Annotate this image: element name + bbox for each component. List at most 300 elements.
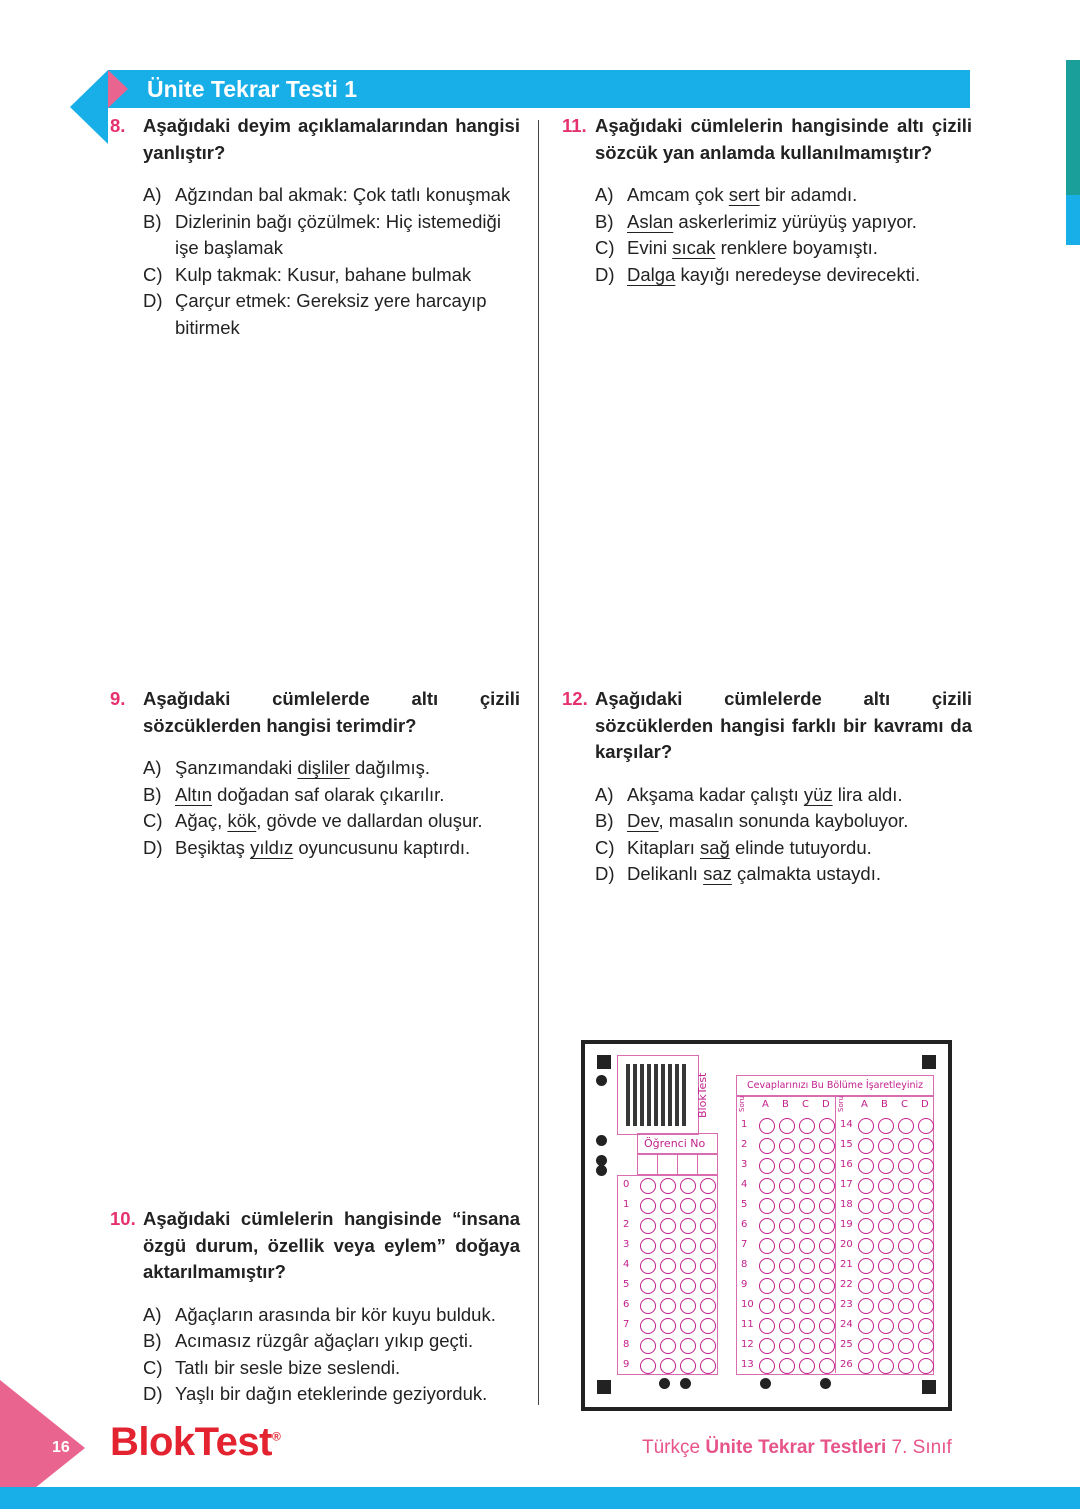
digit-label: 7	[623, 1319, 630, 1330]
bubble[interactable]	[918, 1338, 934, 1354]
option-text: Evini	[627, 237, 673, 258]
question-row-label: 16	[840, 1159, 853, 1170]
registered-mark: ®	[271, 1429, 281, 1444]
bubble[interactable]	[918, 1158, 934, 1174]
bubble[interactable]	[819, 1238, 835, 1254]
bubble[interactable]	[779, 1258, 795, 1274]
option-text: doğadan saf olarak çıkarılır.	[212, 783, 445, 805]
edge-decoration-blue	[1066, 195, 1080, 245]
bubble[interactable]	[898, 1298, 914, 1314]
bubble[interactable]	[799, 1358, 815, 1374]
option-letter: A)	[143, 757, 162, 778]
bubble[interactable]	[898, 1118, 914, 1134]
timing-dot	[596, 1165, 607, 1176]
question-row-label: 5	[741, 1199, 748, 1210]
bubble[interactable]	[660, 1238, 676, 1254]
bubble[interactable]	[779, 1298, 795, 1314]
bubble[interactable]	[898, 1318, 914, 1334]
question-number: 8.	[110, 115, 126, 136]
bubble[interactable]	[918, 1278, 934, 1294]
question-number: 12.	[562, 688, 588, 709]
bubble[interactable]	[819, 1158, 835, 1174]
option	[143, 755, 520, 782]
timing-dot	[680, 1378, 691, 1389]
question-row-label: 17	[840, 1179, 853, 1190]
bubble[interactable]	[799, 1258, 815, 1274]
question-row-label: 12	[741, 1339, 754, 1350]
bubble[interactable]	[898, 1178, 914, 1194]
question-row-label: 18	[840, 1199, 853, 1210]
bubble[interactable]	[918, 1318, 934, 1334]
book-title-pre: Türkçe	[642, 1437, 706, 1458]
options-list	[143, 1302, 520, 1408]
student-no-label: Öğrenci No	[644, 1137, 706, 1150]
digit-label: 8	[623, 1339, 630, 1350]
question-text: Aşağıdaki cümlelerin hangisinde “insana özgü durum, özellik veya eylem” doğaya aktarılmamıştır?	[143, 1208, 520, 1282]
option	[143, 835, 520, 862]
timing-dot	[760, 1378, 771, 1389]
bubble[interactable]	[759, 1338, 775, 1354]
bubble[interactable]	[858, 1258, 874, 1274]
bubble[interactable]	[779, 1158, 795, 1174]
bubble[interactable]	[799, 1118, 815, 1134]
option	[143, 262, 520, 289]
bubble[interactable]	[779, 1318, 795, 1334]
question-12	[562, 686, 972, 888]
option	[143, 1302, 520, 1329]
question-row-label: 15	[840, 1139, 853, 1150]
option-letter: D)	[143, 290, 163, 311]
bubble[interactable]	[660, 1298, 676, 1314]
bubble[interactable]	[898, 1158, 914, 1174]
bubble[interactable]	[660, 1338, 676, 1354]
option-text: Şanzımandaki	[175, 757, 298, 778]
bubble[interactable]	[779, 1138, 795, 1154]
question-row-label: 25	[840, 1339, 853, 1350]
soru-label: Soru	[837, 1095, 845, 1112]
logo-text: BlokTest	[110, 1420, 272, 1464]
option	[595, 209, 972, 236]
bubble[interactable]	[640, 1218, 656, 1234]
question-row-label: 14	[840, 1119, 853, 1130]
underlined-word: sert	[728, 184, 760, 205]
timing-dot	[659, 1378, 670, 1389]
question-text: Aşağıdaki cümlelerde altı çizili sözcüklerden hangisi farklı bir kavramı da karşılar?	[595, 688, 972, 762]
option	[595, 235, 972, 262]
bubble[interactable]	[878, 1258, 894, 1274]
bubble[interactable]	[700, 1218, 716, 1234]
bubble[interactable]	[898, 1338, 914, 1354]
bubble[interactable]	[799, 1178, 815, 1194]
bubble[interactable]	[858, 1198, 874, 1214]
bubble[interactable]	[680, 1278, 696, 1294]
bubble[interactable]	[660, 1358, 676, 1374]
question-text: Aşağıdaki cümlelerde altı çizili sözcüklerden hangisi terimdir?	[143, 688, 520, 736]
option	[143, 1355, 520, 1382]
bubble[interactable]	[680, 1318, 696, 1334]
bubble[interactable]	[819, 1318, 835, 1334]
digit-label: 2	[623, 1219, 630, 1230]
timing-mark	[922, 1055, 936, 1069]
bubble[interactable]	[858, 1278, 874, 1294]
question-row-label: 26	[840, 1359, 853, 1370]
bubble[interactable]	[759, 1318, 775, 1334]
question-10	[110, 1206, 520, 1408]
student-no-cell	[637, 1153, 658, 1175]
bubble[interactable]	[759, 1358, 775, 1374]
question-row-label: 13	[741, 1359, 754, 1370]
option-letter: B)	[595, 810, 614, 831]
bubble[interactable]	[680, 1258, 696, 1274]
bubble[interactable]	[918, 1198, 934, 1214]
bubble[interactable]	[759, 1198, 775, 1214]
option-text: Acımasız rüzgâr ağaçları yıkıp geçti.	[175, 1330, 474, 1351]
question-number: 9.	[110, 688, 126, 709]
option	[143, 1381, 520, 1408]
underlined-word: Aslan	[627, 210, 674, 232]
choice-header: D	[822, 1099, 830, 1110]
bubble[interactable]	[779, 1198, 795, 1214]
bubble[interactable]	[640, 1318, 656, 1334]
question-row-label: 22	[840, 1279, 853, 1290]
bubble[interactable]	[898, 1258, 914, 1274]
timing-dot	[596, 1075, 607, 1086]
option-letter: C)	[143, 1356, 163, 1378]
bubble[interactable]	[918, 1238, 934, 1254]
option	[595, 262, 972, 289]
bubble[interactable]	[799, 1318, 815, 1334]
soru-label: Soru	[738, 1095, 746, 1112]
bubble[interactable]	[660, 1318, 676, 1334]
bubble[interactable]	[878, 1138, 894, 1154]
bubble[interactable]	[660, 1258, 676, 1274]
option	[143, 209, 520, 262]
bubble[interactable]	[759, 1138, 775, 1154]
bloktest-logo	[110, 1420, 280, 1465]
underlined-word: sıcak	[672, 237, 716, 258]
bubble[interactable]	[878, 1318, 894, 1334]
bubble[interactable]	[759, 1278, 775, 1294]
question-8	[110, 113, 520, 341]
timing-dot	[820, 1378, 831, 1389]
option	[595, 835, 972, 862]
option	[143, 782, 520, 809]
bubble[interactable]	[799, 1198, 815, 1214]
bubble[interactable]	[878, 1158, 894, 1174]
bubble[interactable]	[878, 1358, 894, 1374]
bubble[interactable]	[878, 1278, 894, 1294]
student-no-cell	[657, 1153, 678, 1175]
bubble[interactable]	[799, 1218, 815, 1234]
bubble[interactable]	[898, 1358, 914, 1374]
bubble[interactable]	[779, 1118, 795, 1134]
question-row-label: 3	[741, 1159, 748, 1170]
option	[595, 182, 972, 209]
option-text: Ağaçların arasında bir kör kuyu bulduk.	[175, 1303, 496, 1325]
bubble[interactable]	[918, 1138, 934, 1154]
underlined-word: yüz	[803, 783, 833, 805]
underlined-word: sağ	[700, 836, 730, 858]
option-letter: C)	[595, 836, 615, 858]
option	[143, 182, 520, 209]
bubble[interactable]	[918, 1178, 934, 1194]
answers-divider	[835, 1095, 836, 1373]
bubble[interactable]	[858, 1138, 874, 1154]
question-text: Aşağıdaki cümlelerin hangisinde altı çizili sözcük yan anlamda kullanılmamıştır?	[595, 115, 972, 163]
digit-label: 3	[623, 1239, 630, 1250]
question-number: 11.	[562, 115, 587, 136]
underlined-word: yıldız	[250, 836, 294, 858]
question-row-label: 24	[840, 1319, 853, 1330]
bubble[interactable]	[660, 1178, 676, 1194]
option-letter: D)	[595, 863, 615, 884]
bubble[interactable]	[700, 1238, 716, 1254]
page-number: 16	[52, 1439, 70, 1456]
bubble[interactable]	[878, 1298, 894, 1314]
option-text: kayığı neredeyse devirecekti.	[675, 263, 921, 285]
underlined-word: Dalga	[627, 263, 676, 285]
option-letter: C)	[143, 263, 163, 285]
option-text: bir adamdı.	[759, 184, 858, 205]
question-9	[110, 686, 520, 861]
bubble[interactable]	[878, 1238, 894, 1254]
question-row-label: 21	[840, 1259, 853, 1270]
bubble[interactable]	[700, 1198, 716, 1214]
question-row-label: 19	[840, 1219, 853, 1230]
bubble[interactable]	[799, 1158, 815, 1174]
bubble[interactable]	[878, 1218, 894, 1234]
bubble[interactable]	[640, 1258, 656, 1274]
bubble[interactable]	[819, 1138, 835, 1154]
question-row-label: 2	[741, 1139, 748, 1150]
bubble[interactable]	[640, 1358, 656, 1374]
bubble[interactable]	[819, 1258, 835, 1274]
bubble[interactable]	[640, 1278, 656, 1294]
bubble[interactable]	[878, 1338, 894, 1354]
bubble[interactable]	[858, 1118, 874, 1134]
option-text: Delikanlı	[627, 863, 704, 884]
bubble[interactable]	[700, 1338, 716, 1354]
digit-label: 4	[623, 1259, 630, 1270]
bubble[interactable]	[898, 1198, 914, 1214]
option-text: renklere boyamıştı.	[715, 237, 878, 258]
bubble[interactable]	[700, 1258, 716, 1274]
option	[143, 1328, 520, 1355]
digit-label: 6	[623, 1299, 630, 1310]
option-text: çalmakta ustaydı.	[731, 863, 881, 884]
bubble[interactable]	[680, 1338, 696, 1354]
book-title-post: 7. Sınıf	[886, 1437, 952, 1458]
option-letter: D)	[595, 263, 615, 285]
bubble[interactable]	[759, 1178, 775, 1194]
bubble[interactable]	[858, 1238, 874, 1254]
option-letter: A)	[143, 184, 162, 205]
bubble[interactable]	[779, 1238, 795, 1254]
bubble[interactable]	[858, 1178, 874, 1194]
option-text: Beşiktaş	[175, 836, 251, 858]
bubble[interactable]	[898, 1218, 914, 1234]
option-text: elinde tutuyordu.	[729, 836, 872, 858]
option-text: lira aldı.	[832, 783, 903, 805]
bubble[interactable]	[779, 1218, 795, 1234]
question-row-label: 11	[741, 1319, 754, 1330]
bubble[interactable]	[759, 1118, 775, 1134]
timing-mark	[597, 1380, 611, 1394]
option-letter: B)	[143, 783, 162, 805]
digit-label: 1	[623, 1199, 630, 1210]
bubble[interactable]	[799, 1338, 815, 1354]
option-text: Yaşlı bir dağın eteklerinde geziyorduk.	[175, 1383, 488, 1404]
bubble[interactable]	[819, 1298, 835, 1314]
underlined-word: saz	[703, 863, 732, 884]
bubble[interactable]	[858, 1338, 874, 1354]
option-text: Kulp takmak: Kusur, bahane bulmak	[175, 263, 472, 285]
page-title: Ünite Tekrar Testi 1	[147, 76, 358, 102]
bubble[interactable]	[680, 1178, 696, 1194]
option-text: , masalın sonunda kayboluyor.	[658, 810, 909, 831]
bubble[interactable]	[700, 1358, 716, 1374]
bubble[interactable]	[680, 1218, 696, 1234]
bubble[interactable]	[660, 1198, 676, 1214]
bubble[interactable]	[700, 1298, 716, 1314]
bubble[interactable]	[819, 1178, 835, 1194]
bubble[interactable]	[799, 1298, 815, 1314]
bubble[interactable]	[878, 1198, 894, 1214]
header-pink-arrow	[108, 70, 128, 108]
option-text: askerlerimiz yürüyüş yapıyor.	[673, 210, 917, 232]
option-text: Amcam çok	[627, 184, 729, 205]
bubble[interactable]	[680, 1238, 696, 1254]
bubble[interactable]	[918, 1258, 934, 1274]
option-text: oyuncusunu kaptırdı.	[293, 836, 471, 858]
option	[595, 782, 972, 809]
bubble[interactable]	[878, 1178, 894, 1194]
question-row-label: 9	[741, 1279, 748, 1290]
bubble[interactable]	[819, 1278, 835, 1294]
bubble[interactable]	[660, 1218, 676, 1234]
choice-header: A	[762, 1099, 769, 1110]
optical-answer-sheet	[581, 1040, 952, 1411]
bubble[interactable]	[858, 1218, 874, 1234]
bubble[interactable]	[819, 1198, 835, 1214]
bubble[interactable]	[779, 1358, 795, 1374]
question-row-label: 7	[741, 1239, 748, 1250]
question-row-label: 10	[741, 1299, 754, 1310]
bubble[interactable]	[799, 1278, 815, 1294]
bubble[interactable]	[799, 1238, 815, 1254]
bubble[interactable]	[819, 1358, 835, 1374]
bubble[interactable]	[759, 1238, 775, 1254]
bubble[interactable]	[918, 1118, 934, 1134]
bubble[interactable]	[700, 1318, 716, 1334]
bubble[interactable]	[680, 1198, 696, 1214]
option	[143, 808, 520, 835]
bubble[interactable]	[759, 1298, 775, 1314]
option-text: Tatlı bir sesle bize seslendi.	[175, 1356, 401, 1378]
option-text: Çarçur etmek: Gereksiz yere harcayıp bitirmek	[175, 290, 487, 338]
bubble[interactable]	[759, 1258, 775, 1274]
option-text: Akşama kadar çalıştı	[627, 783, 804, 805]
option	[143, 288, 520, 341]
bubble[interactable]	[819, 1218, 835, 1234]
bubble[interactable]	[858, 1318, 874, 1334]
bubble[interactable]	[918, 1218, 934, 1234]
bubble[interactable]	[819, 1338, 835, 1354]
timing-dot	[596, 1135, 607, 1146]
option-letter: D)	[143, 836, 163, 858]
bubble[interactable]	[779, 1338, 795, 1354]
question-row-label: 4	[741, 1179, 748, 1190]
option-letter: A)	[595, 184, 614, 205]
question-row-label: 23	[840, 1299, 853, 1310]
underlined-word: kök	[227, 810, 257, 831]
bubble[interactable]	[680, 1358, 696, 1374]
column-divider	[538, 120, 539, 1405]
option-text: Kitapları	[627, 836, 701, 858]
question-11	[562, 113, 972, 288]
bubble[interactable]	[700, 1178, 716, 1194]
bubble[interactable]	[779, 1278, 795, 1294]
bubble[interactable]	[680, 1298, 696, 1314]
question-row-label: 20	[840, 1239, 853, 1250]
student-no-cell	[697, 1153, 718, 1175]
question-number: 10.	[110, 1208, 136, 1229]
bubble[interactable]	[640, 1178, 656, 1194]
qr-code	[626, 1064, 688, 1126]
bubble[interactable]	[918, 1358, 934, 1374]
timing-mark	[922, 1380, 936, 1394]
option	[595, 808, 972, 835]
book-title-bold: Ünite Tekrar Testleri	[705, 1437, 887, 1458]
option-text: , gövde ve dallardan oluşur.	[256, 810, 483, 831]
bubble[interactable]	[700, 1278, 716, 1294]
bubble[interactable]	[660, 1278, 676, 1294]
question-row-label: 8	[741, 1259, 748, 1270]
underlined-word: Dev	[627, 810, 659, 831]
bubble[interactable]	[640, 1238, 656, 1254]
bubble[interactable]	[878, 1118, 894, 1134]
question-row-label: 6	[741, 1219, 748, 1230]
timing-mark	[597, 1055, 611, 1069]
choice-header: C	[802, 1099, 809, 1110]
option-text: Dizlerinin bağı çözülmek: Hiç istemediği işe başlamak	[175, 210, 501, 258]
student-no-cell	[677, 1153, 698, 1175]
bubble[interactable]	[759, 1158, 775, 1174]
option-letter: D)	[143, 1383, 163, 1404]
bubble[interactable]	[640, 1298, 656, 1314]
header-arrow	[70, 70, 108, 144]
bubble[interactable]	[819, 1118, 835, 1134]
option	[595, 861, 972, 888]
option-letter: A)	[143, 1303, 162, 1325]
bubble[interactable]	[779, 1178, 795, 1194]
bubble[interactable]	[898, 1138, 914, 1154]
bubble[interactable]	[640, 1198, 656, 1214]
qr-code-frame	[617, 1055, 699, 1135]
bubble[interactable]	[858, 1158, 874, 1174]
options-list	[143, 182, 520, 341]
bubble[interactable]	[858, 1358, 874, 1374]
bubble[interactable]	[898, 1238, 914, 1254]
choice-header: C	[901, 1099, 908, 1110]
bubble[interactable]	[640, 1338, 656, 1354]
bubble[interactable]	[898, 1278, 914, 1294]
bubble[interactable]	[858, 1298, 874, 1314]
bubble[interactable]	[799, 1138, 815, 1154]
bubble[interactable]	[759, 1218, 775, 1234]
bubble[interactable]	[918, 1298, 934, 1314]
book-title	[642, 1437, 952, 1459]
